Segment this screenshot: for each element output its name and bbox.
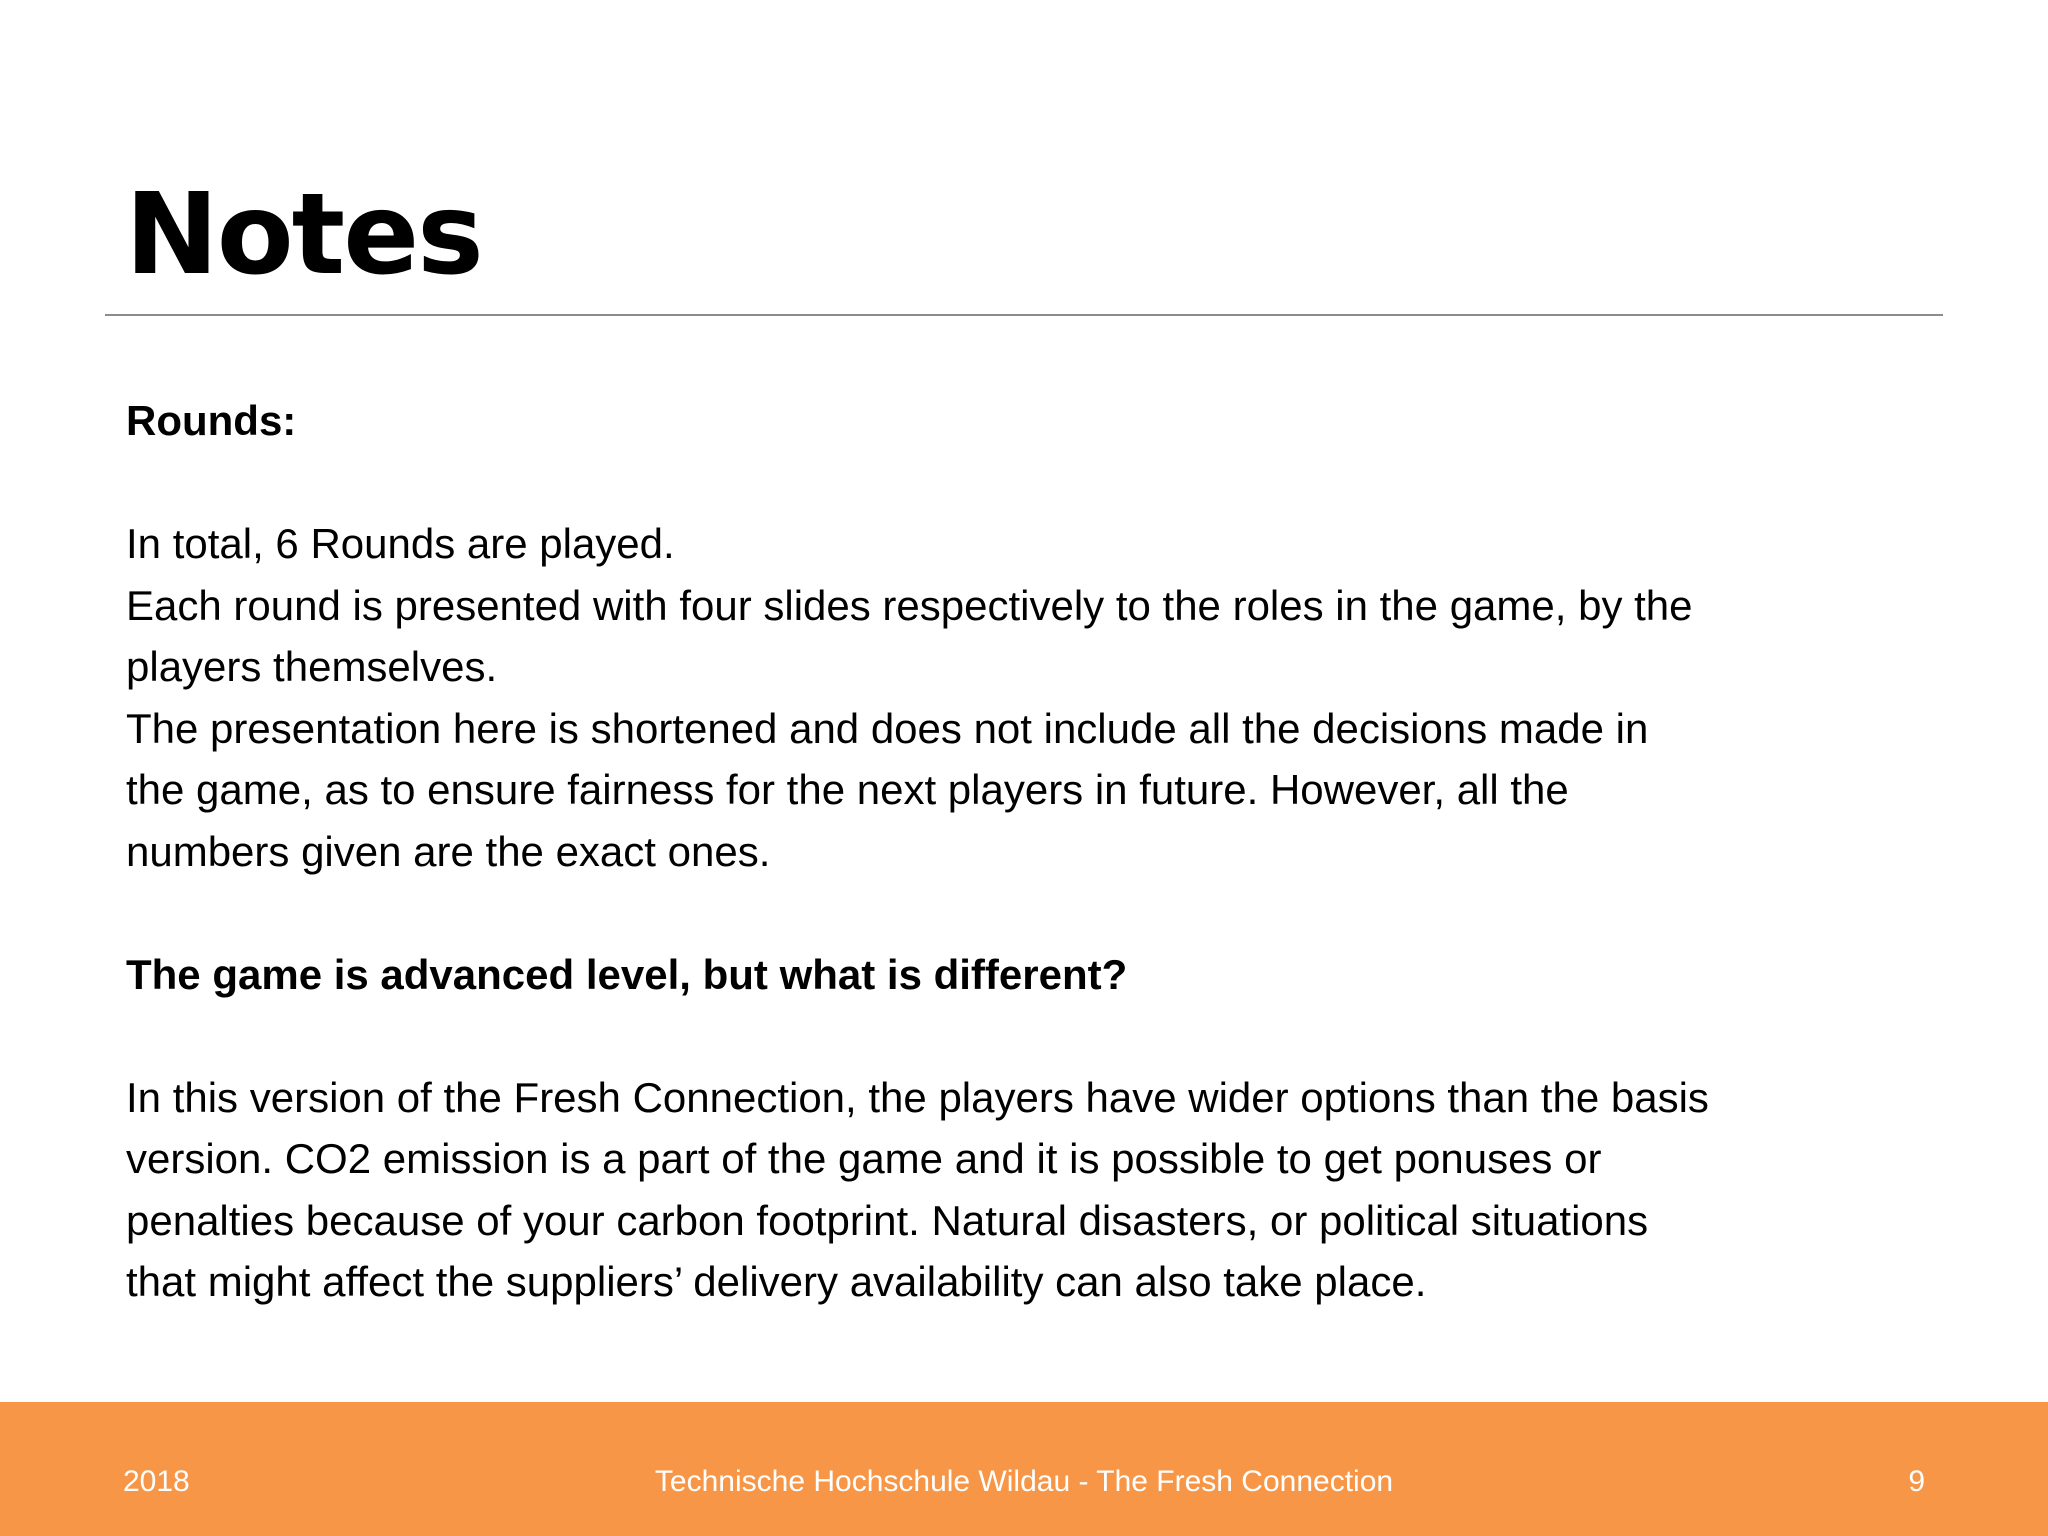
- difference-line: penalties because of your carbon footprint. Natural disasters, or political situations: [126, 1196, 1649, 1244]
- rounds-line: players themselves.: [126, 643, 498, 690]
- footer-title: Technische Hochschule Wildau - The Fresh Connection: [654, 1465, 1394, 1498]
- difference-line: that might affect the suppliers’ delivery availability can also take place.: [126, 1258, 1427, 1305]
- slide-title: Notes: [125, 170, 482, 300]
- paragraph-spacer: [126, 1005, 1946, 1067]
- title-divider: [105, 314, 1943, 316]
- slide-body: [126, 390, 1946, 1313]
- rounds-line: In total, 6 Rounds are played.: [126, 520, 675, 567]
- paragraph-spacer: [126, 452, 1946, 514]
- rounds-heading: Rounds:: [126, 397, 297, 444]
- rounds-line: The presentation here is shortened and does not include all the decisions made in: [126, 704, 1649, 752]
- rounds-line: numbers given are the exact ones.: [126, 827, 771, 875]
- slide-footer: [0, 1402, 2048, 1536]
- paragraph-spacer: [126, 882, 1946, 944]
- difference-line: In this version of the Fresh Connection, the players have wider options than the basis: [126, 1073, 1709, 1121]
- difference-heading: The game is advanced level, but what is different?: [126, 950, 1128, 998]
- footer-page-number: 9: [1908, 1465, 1925, 1498]
- rounds-line: the game, as to ensure fairness for the next players in future. However, all the: [126, 766, 1569, 813]
- rounds-line: Each round is presented with four slides respectively to the roles in the game, by the: [126, 581, 1693, 629]
- difference-line: version. CO2 emission is a part of the game and it is possible to get ponuses or: [126, 1135, 1602, 1182]
- footer-year: 2018: [123, 1465, 190, 1498]
